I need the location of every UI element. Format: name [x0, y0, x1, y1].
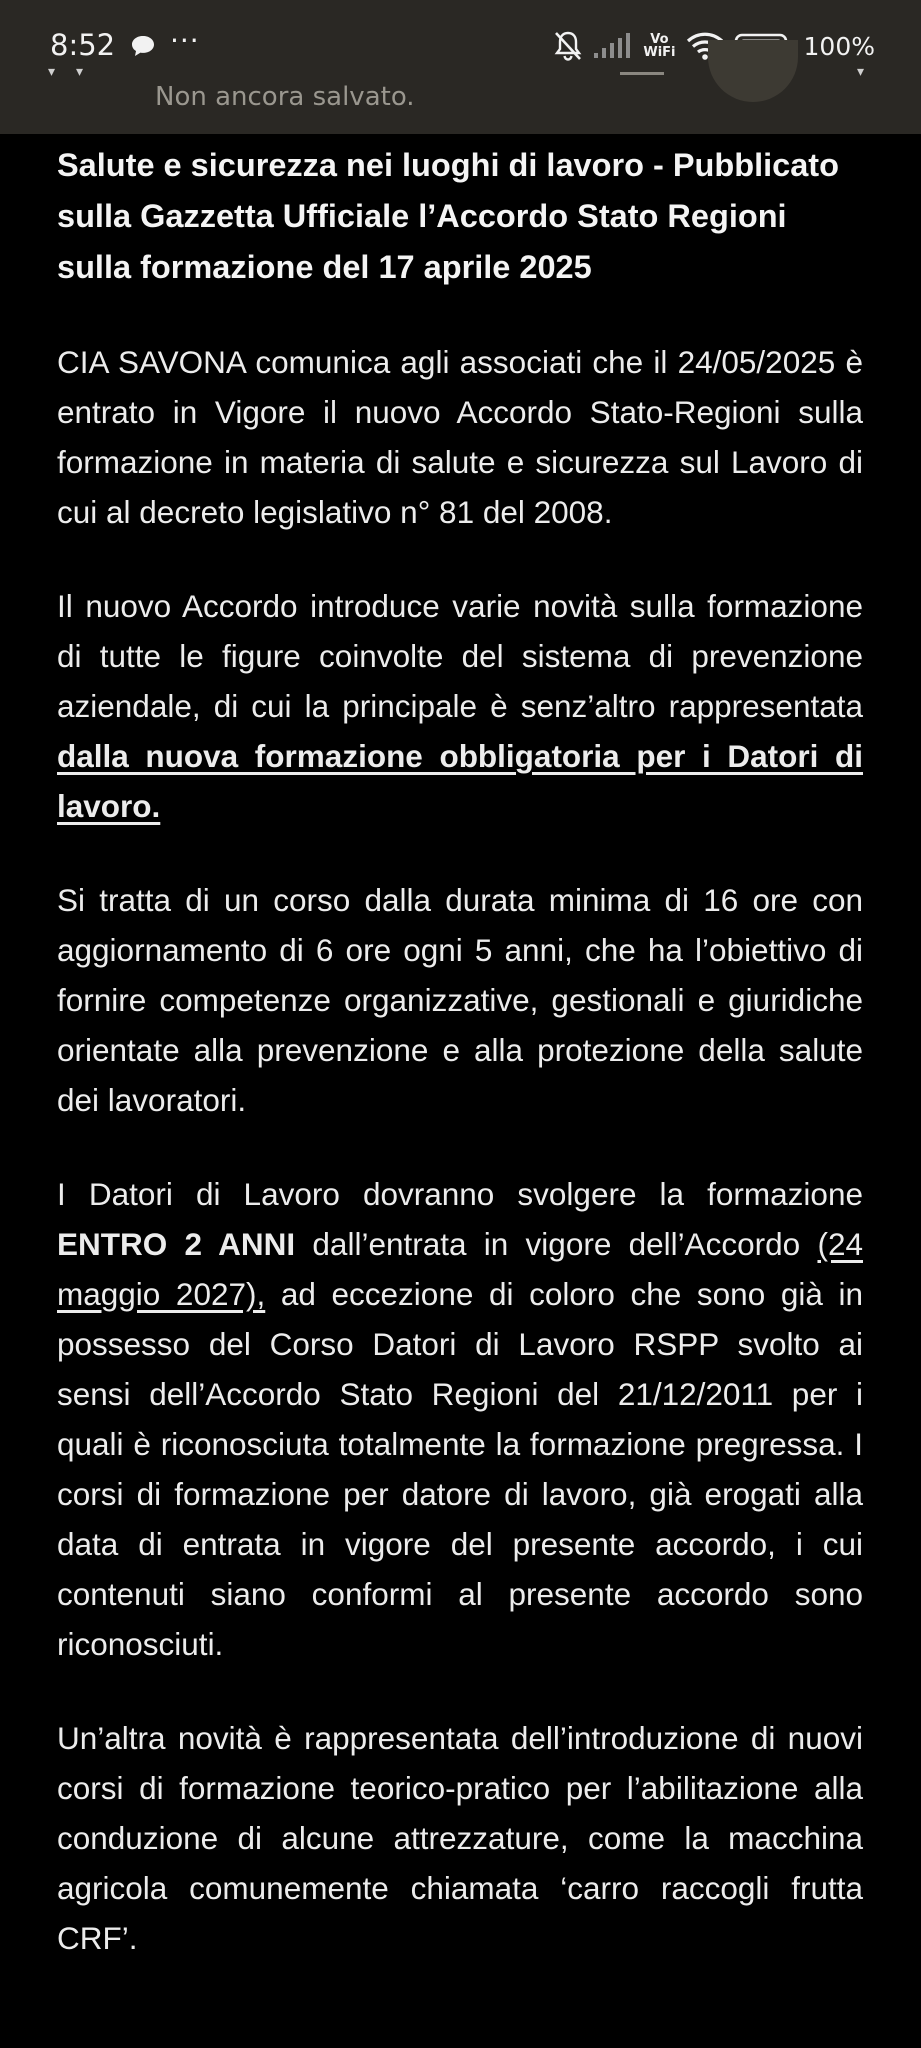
signal-icon — [593, 31, 633, 61]
paragraph-4-text-e: ad eccezione di coloro che sono già in possesso del Corso Datori di Lavoro RSPP svolto ai sensi dell’Accordo Stato Regioni del 21/12/2011 per i quali è riconosciuta totalmente la formazione pregressa. I corsi di formazione per datore di lavoro, già erogati alla data di entrata in vigore del presente accordo, i cui contenuti siano conformi al presente accordo sono riconosciuti. — [57, 1276, 863, 1662]
article-title: Salute e sicurezza nei luoghi di lavoro - Pubblicato sulla Gazzetta Ufficiale l’Accordo Stato Regioni sulla formazione del 17 aprile 2025 — [57, 147, 839, 285]
vowifi-indicator: Vo WiFi — [643, 32, 676, 60]
chevron-down-icon: ▾ — [76, 64, 84, 80]
paragraph-4-deadline: ENTRO 2 ANNI — [57, 1226, 296, 1262]
paragraph-2-text: Il nuovo Accordo introduce varie novità sulla formazione di tutte le figure coinvolte del sistema di prevenzione aziendale, di cui la principale è senz’altro rappresentata — [57, 588, 863, 724]
paragraph-5: Un’altra novità è rappresentata dell’introduzione di nuovi corsi di formazione teorico-pratico per l’abilitazione alla conduzione di alcune attrezzature, come la macchina agricola comunemente chiamata ‘carro raccogli frutta CRF’. — [57, 1720, 863, 1956]
divider — [620, 72, 664, 75]
chat-bubble-icon — [131, 35, 155, 57]
paragraph-1: CIA SAVONA comunica agli associati che il 24/05/2025 è entrato in Vigore il nuovo Accordo Stato-Regioni sulla formazione in materia di salute e sicurezza sul Lavoro di cui al decreto legislativo n° 81 del 2008. — [57, 344, 863, 530]
article-body[interactable] — [57, 140, 863, 2007]
more-notifications-icon: ··· — [170, 24, 200, 57]
battery-percent: 100% — [803, 31, 875, 61]
paragraph-4 — [57, 1169, 863, 1669]
paragraph-2-highlight: dalla nuova formazione obbligatoria per i Datori di lavoro. — [57, 738, 863, 824]
paragraph-3: Si tratta di un corso dalla durata minima di 16 ore con aggiornamento di 6 ore ogni 5 anni, che ha l’obiettivo di fornire competenze organizzative, gestionali e giuridiche orientate alla prevenzione e alla protezione della salute dei lavoratori. — [57, 882, 863, 1118]
bell-off-icon — [553, 30, 583, 62]
status-time: 8:52 — [50, 28, 116, 62]
top-bar — [0, 0, 921, 134]
paragraph-4-text-a: I Datori di Lavoro dovranno svolgere la formazione — [57, 1176, 863, 1212]
paragraph-4-date: (24 maggio 2027), — [57, 1226, 863, 1312]
chevron-down-icon: ▾ — [857, 64, 865, 80]
save-status: Non ancora salvato. — [155, 82, 415, 112]
paragraph-2 — [57, 581, 863, 831]
chevron-down-icon: ▾ — [48, 64, 56, 80]
paragraph-4-text-c: dall’entrata in vigore dell’Accordo — [295, 1226, 818, 1262]
